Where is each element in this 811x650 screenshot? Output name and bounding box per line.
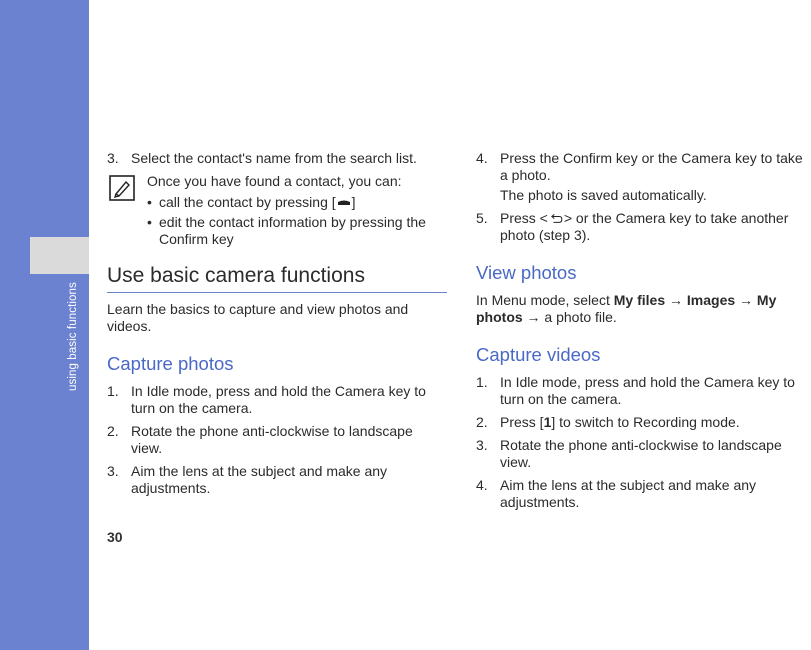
bullet-text: call the contact by pressing [ [159, 194, 336, 210]
view-photos-text [476, 292, 811, 326]
arrow: → [735, 292, 757, 308]
step-number: 1. [476, 374, 488, 390]
section-label: using basic functions [67, 282, 79, 391]
capture-photos-heading: Capture photos [107, 353, 234, 374]
step-text: Rotate the phone anti-clockwise to landscape view. [131, 423, 413, 456]
step-2 [476, 414, 811, 431]
note-pencil-icon [109, 175, 135, 201]
note-bullet-edit [147, 214, 447, 248]
menu-my-photos: My photos [476, 292, 777, 325]
page-number: 30 [107, 529, 123, 545]
step-text: Aim the lens at the subject and make any adjustments. [500, 477, 757, 510]
step-3 [476, 437, 811, 471]
step-3 [107, 150, 447, 167]
back-key-icon [548, 214, 564, 224]
note-bullet-call [147, 194, 447, 211]
menu-my-files: My files [613, 292, 666, 308]
step-number: 2. [476, 414, 488, 430]
dial-key-icon [336, 198, 352, 208]
step-text-end: > or the Camera key to take another photo (step 3). [500, 210, 789, 243]
step-1 [476, 374, 811, 408]
right-column [476, 150, 811, 517]
view-photos-heading: View photos [476, 262, 577, 283]
step-number: 2. [107, 423, 119, 439]
step-number: 1. [107, 383, 119, 399]
step-number: 3. [107, 150, 119, 166]
step-text: Press < [500, 210, 548, 226]
menu-images: Images [686, 292, 736, 308]
step-number: 3. [107, 463, 119, 479]
left-column [107, 150, 447, 503]
bullet-text-end: ] [351, 194, 356, 210]
step-3 [107, 463, 447, 497]
step-text: In Idle mode, press and hold the Camera key to turn on the camera. [500, 374, 795, 407]
note-box [107, 173, 447, 248]
step-text: Aim the lens at the subject and make any adjustments. [131, 463, 388, 496]
step-text: Press the Confirm key or the Camera key to take a photo. [500, 150, 803, 183]
step-text: Press [ [500, 414, 544, 430]
step-4 [476, 477, 811, 511]
step-text: Select the contact's name from the search list. [131, 150, 417, 166]
step-number: 4. [476, 150, 488, 166]
text: In Menu mode, select [476, 292, 614, 308]
step-2 [107, 423, 447, 457]
section-intro: Learn the basics to capture and view photos and videos. [107, 301, 409, 334]
step-text: Rotate the phone anti-clockwise to landscape view. [500, 437, 782, 470]
key-1: 1 [543, 414, 552, 430]
step-4 [476, 150, 811, 204]
capture-videos-heading: Capture videos [476, 344, 601, 365]
arrow: → [665, 292, 687, 308]
step-5 [476, 210, 811, 244]
step-text: In Idle mode, press and hold the Camera key to turn on the camera. [131, 383, 426, 416]
sidebar-tab [30, 237, 89, 274]
step-subtext: The photo is saved automatically. [500, 187, 707, 203]
bullet-text: edit the contact information by pressing the Confirm key [159, 214, 426, 247]
step-number: 3. [476, 437, 488, 453]
note-intro: Once you have found a contact, you can: [147, 173, 402, 189]
text: → a photo file. [522, 309, 617, 325]
step-1 [107, 383, 447, 417]
step-number: 5. [476, 210, 488, 226]
section-title: Use basic camera functions [107, 264, 447, 293]
step-number: 4. [476, 477, 488, 493]
step-text-end: ] to switch to Recording mode. [551, 414, 740, 430]
